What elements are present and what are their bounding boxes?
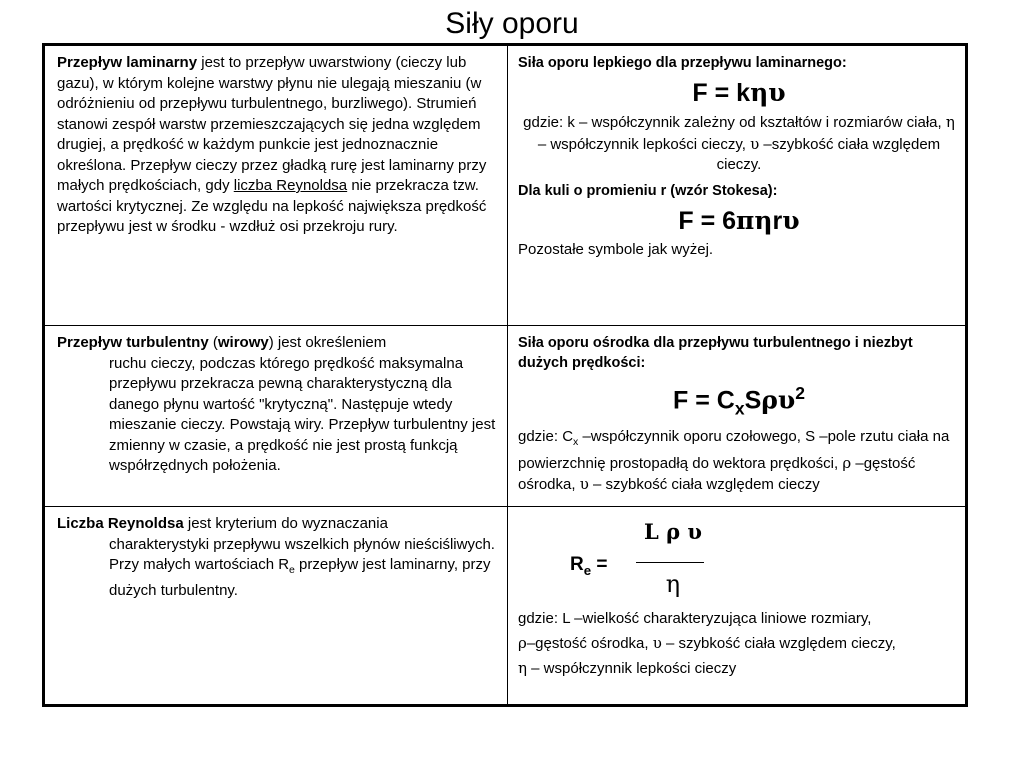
turbulent-drag-formulas — [508, 326, 968, 507]
reynolds-text: charakterystyki przepływu wszelkich płynów nieściśliwych. Przy małych wartościach $R_e$ przepływ jest laminarny, przy dużych turbulentny. — [109, 535, 495, 599]
reynolds-number-formula — [518, 514, 960, 607]
fraction-line — [636, 562, 704, 563]
reynolds-number-formula-cell — [508, 507, 968, 704]
reynolds-legend: gdzie: L –wielkość charakteryzująca liniowe rozmiary, ρ–gęstość ośrodka, υ – szybkość ciała względem cieczy, η – współczynnik lepkości cieczy — [518, 610, 896, 677]
stokes-note: Pozostałe symbole jak wyżej. — [518, 240, 714, 258]
reynolds-symbol: $R_e$ = — [570, 554, 608, 578]
viscous-drag-formulas — [508, 46, 968, 326]
reynolds-number-description: Liczba Reynoldsa jest kryterium do wyznaczania charakterystyki przepływu wszelkich płynów nieściśliwych. Przy małych wartościach $R_e$ przepływ jest laminarny, przy dużych turbulentny. — [45, 507, 508, 704]
viscous-drag-legend: gdzie: k – współczynnik zależny od kształtów i rozmiarów ciała, η – współczynnik lepkości cieczy, υ –szybkość ciała względem cieczy. — [523, 113, 955, 173]
turbulent-drag-legend: gdzie: $C_x$ –współczynnik oporu czołowego, S –pole rzutu ciała na powierzchnię prostopadłą do wektora prędkości, ρ –gęstość ośrodka, υ – szybkość ciała względem cieczy — [518, 428, 950, 494]
turbulent-drag-formula: $F = C_xS\rho\upsilon^2$ — [673, 383, 805, 419]
turbulent-text: ruchu cieczy, podczas którego prędkość maksymalna przepływu przekracza pewną charakterystyczną dla danego płynu wartość "krytyczną". Następuje wtedy mieszanie cieczy. Powstają wiry. Przepływ turbulentny jest zmienny w czasie, a prędkość nie jest prostą funkcją współrzędnych położenia. — [109, 354, 496, 474]
turbulent-flow-description: Przepływ turbulentny (wirowy) jest określeniem ruchu cieczy, podczas którego prędkość maksymalna przepływu przekracza pewną charakterystyczną dla danego płynu wartość "krytyczną". Następuje wtedy mieszanie cieczy. Powstają wiry. Przepływ turbulentny jest zmienny w czasie, a prędkość nie jest prostą funkcją współrzędnych położenia. — [45, 326, 508, 507]
viscous-drag-formula: F = kηυ — [692, 78, 786, 107]
laminar-text-part2: nie przekracza tzw. wartości krytycznej. Ze względu na lepkość największa prędkość przepływu jest w środku - wzdłuż osi przekroju rury. — [57, 177, 487, 235]
formula-numerator: L ρ υ — [644, 519, 702, 544]
turbulent-flow-term: Przepływ turbulentny — [57, 334, 209, 351]
laminar-text-part1: jest to przepływ uwarstwiony (cieczy lub gazu), w którym kolejne warstwy płynu nie ulegają mieszaniu (w odróżnieniu od przepływu turbulentnego, burzliwego). Strumień stanowi zespół warstw przemieszczających się jedna względem drugiej, a prędkość w każdym punkcie jest jednoznacznie określona. Przepływ cieczy przez gładką rurę jest laminarny przy małych prędkościach, gdy — [57, 54, 487, 194]
stokes-heading: Dla kuli o promieniu r (wzór Stokesa): — [518, 182, 778, 199]
content-table — [42, 43, 968, 707]
reynolds-number-link[interactable]: liczba Reynoldsa — [233, 177, 348, 194]
viscous-drag-heading: Siła oporu lepkiego dla przepływu laminarnego: — [518, 55, 847, 71]
laminar-flow-description — [45, 46, 508, 326]
turbulent-drag-heading: Siła oporu ośrodka dla przepływu turbulentnego i niezbyt dużych prędkości: — [518, 335, 913, 371]
reynolds-number-term: Liczba Reynoldsa — [57, 515, 184, 532]
formula-denominator: η — [665, 570, 681, 598]
laminar-flow-term: Przepływ laminarny — [57, 54, 198, 71]
stokes-formula: F = 6πηrυ — [678, 205, 800, 235]
vortex-term: wirowy — [217, 334, 269, 351]
slide-title: Siły oporu — [445, 7, 579, 40]
